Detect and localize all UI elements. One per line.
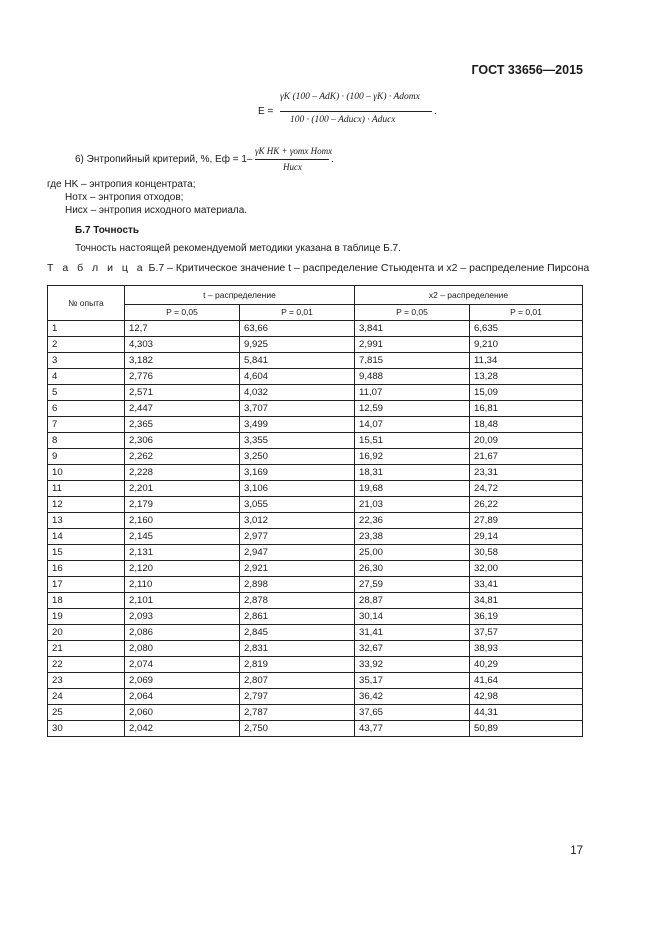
cell-t-p001: 2,819: [240, 657, 355, 673]
definition-waste: Hотх – энтропия отходов;: [65, 192, 184, 203]
cell-experiment: 18: [48, 593, 125, 609]
page-number: 17: [570, 845, 583, 857]
cell-experiment: 16: [48, 561, 125, 577]
table-row: [48, 321, 583, 337]
formula-e-lhs: E =: [258, 106, 274, 117]
cell-t-p001: 63,66: [240, 321, 355, 337]
table-row: [48, 641, 583, 657]
definition-source: Hисх – энтропия исходного материала.: [65, 205, 248, 216]
cell-t-p005: 2,447: [125, 401, 240, 417]
cell-x2-p001: 21,67: [470, 449, 583, 465]
cell-x2-p005: 3,841: [355, 321, 470, 337]
table-row: [48, 465, 583, 481]
cell-x2-p001: 13,28: [470, 369, 583, 385]
cell-t-p005: 3,182: [125, 353, 240, 369]
formula-entropy-trail: .: [331, 154, 334, 165]
cell-x2-p001: 32,00: [470, 561, 583, 577]
cell-t-p001: 3,499: [240, 417, 355, 433]
cell-x2-p001: 37,57: [470, 625, 583, 641]
cell-t-p005: 2,064: [125, 689, 240, 705]
cell-x2-p001: 26,22: [470, 497, 583, 513]
cell-t-p005: 2,262: [125, 449, 240, 465]
cell-t-p001: 3,106: [240, 481, 355, 497]
cell-t-p001: 2,921: [240, 561, 355, 577]
cell-t-p001: 2,878: [240, 593, 355, 609]
cell-experiment: 30: [48, 721, 125, 737]
table-row: [48, 513, 583, 529]
cell-x2-p005: 23,38: [355, 529, 470, 545]
cell-experiment: 25: [48, 705, 125, 721]
cell-x2-p005: 36,42: [355, 689, 470, 705]
cell-t-p001: 2,831: [240, 641, 355, 657]
cell-x2-p005: 35,17: [355, 673, 470, 689]
cell-x2-p001: 33,41: [470, 577, 583, 593]
formula-entropy-denominator: Hисх: [283, 162, 302, 172]
cell-t-p005: 2,131: [125, 545, 240, 561]
cell-t-p001: 2,750: [240, 721, 355, 737]
cell-x2-p005: 37,65: [355, 705, 470, 721]
cell-x2-p005: 2,991: [355, 337, 470, 353]
table-row: [48, 385, 583, 401]
table-caption-prefix: Т а б л и ц а: [47, 262, 146, 274]
cell-x2-p005: 43,77: [355, 721, 470, 737]
cell-experiment: 22: [48, 657, 125, 673]
cell-x2-p005: 21,03: [355, 497, 470, 513]
cell-x2-p005: 30,14: [355, 609, 470, 625]
cell-t-p001: 5,841: [240, 353, 355, 369]
cell-t-p005: 2,145: [125, 529, 240, 545]
cell-t-p005: 2,179: [125, 497, 240, 513]
formula-entropy: [75, 146, 355, 176]
cell-x2-p001: 29,14: [470, 529, 583, 545]
cell-t-p001: 3,012: [240, 513, 355, 529]
cell-x2-p001: 6,635: [470, 321, 583, 337]
table-row: [48, 353, 583, 369]
cell-t-p005: 2,069: [125, 673, 240, 689]
cell-t-p005: 12,7: [125, 321, 240, 337]
cell-t-p005: 2,060: [125, 705, 240, 721]
formula-e-fraction-line: [280, 111, 432, 112]
cell-x2-p001: 20,09: [470, 433, 583, 449]
cell-t-p005: 2,074: [125, 657, 240, 673]
cell-x2-p005: 25,00: [355, 545, 470, 561]
table-row: [48, 673, 583, 689]
cell-x2-p001: 24,72: [470, 481, 583, 497]
table-row: [48, 449, 583, 465]
cell-t-p005: 2,228: [125, 465, 240, 481]
cell-x2-p005: 31,41: [355, 625, 470, 641]
cell-x2-p005: 11,07: [355, 385, 470, 401]
table-body: [48, 321, 583, 737]
table-subheader-row: [48, 305, 583, 321]
table-row: [48, 577, 583, 593]
cell-x2-p005: 14,07: [355, 417, 470, 433]
cell-t-p005: 2,110: [125, 577, 240, 593]
formula-e-denominator: 100 · (100 – Adисх) · Adисх: [290, 115, 396, 125]
table-caption: [47, 262, 589, 274]
cell-x2-p001: 27,89: [470, 513, 583, 529]
cell-t-p005: 2,365: [125, 417, 240, 433]
cell-t-p001: 3,250: [240, 449, 355, 465]
table-row: [48, 369, 583, 385]
cell-t-p005: 2,120: [125, 561, 240, 577]
formula-e: [258, 92, 438, 134]
cell-x2-p005: 27,59: [355, 577, 470, 593]
cell-t-p005: 2,571: [125, 385, 240, 401]
formula-entropy-numerator: γK HK + γотх Hотх: [255, 146, 333, 156]
cell-experiment: 12: [48, 497, 125, 513]
formula-e-numerator: γK (100 – AdK) · (100 – γK) · Adотх: [280, 92, 420, 102]
cell-x2-p001: 9,210: [470, 337, 583, 353]
formula-entropy-label: 6) Энтропийный критерий, %, Eф = 1–: [75, 154, 253, 165]
cell-x2-p005: 16,92: [355, 449, 470, 465]
table-row: [48, 433, 583, 449]
cell-x2-p005: 26,30: [355, 561, 470, 577]
cell-t-p001: 3,355: [240, 433, 355, 449]
cell-t-p001: 9,925: [240, 337, 355, 353]
cell-t-p001: 2,807: [240, 673, 355, 689]
cell-x2-p005: 12,59: [355, 401, 470, 417]
cell-x2-p001: 34,81: [470, 593, 583, 609]
cell-experiment: 3: [48, 353, 125, 369]
cell-x2-p005: 7,815: [355, 353, 470, 369]
cell-x2-p005: 18,31: [355, 465, 470, 481]
cell-experiment: 24: [48, 689, 125, 705]
section-text: Точность настоящей рекомендуемой методики указана в таблице Б.7.: [75, 243, 401, 254]
cell-experiment: 19: [48, 609, 125, 625]
cell-t-p001: 3,055: [240, 497, 355, 513]
cell-t-p005: 2,306: [125, 433, 240, 449]
formula-entropy-fraction-line: [255, 159, 329, 160]
table-caption-text: Б.7 – Критическое значение t – распределение Стьюдента и x2 – распределение Пирсона: [148, 262, 590, 274]
cell-x2-p001: 18,48: [470, 417, 583, 433]
cell-experiment: 8: [48, 433, 125, 449]
cell-t-p005: 4,303: [125, 337, 240, 353]
cell-x2-p001: 40,29: [470, 657, 583, 673]
formula-e-trail: .: [434, 106, 437, 117]
table-row: [48, 561, 583, 577]
header-x2-distribution: x2 – распределение: [355, 286, 583, 305]
cell-x2-p001: 42,98: [470, 689, 583, 705]
cell-x2-p001: 15,09: [470, 385, 583, 401]
cell-x2-p005: 15,51: [355, 433, 470, 449]
table-row: [48, 545, 583, 561]
cell-t-p005: 2,093: [125, 609, 240, 625]
subheader-t-p001: P = 0,01: [240, 305, 355, 321]
table-row: [48, 609, 583, 625]
cell-t-p001: 2,947: [240, 545, 355, 561]
critical-values-table: [47, 285, 583, 737]
table-row: [48, 497, 583, 513]
subheader-t-p005: P = 0,05: [125, 305, 240, 321]
cell-x2-p001: 30,58: [470, 545, 583, 561]
cell-x2-p001: 16,81: [470, 401, 583, 417]
cell-experiment: 15: [48, 545, 125, 561]
cell-t-p005: 2,201: [125, 481, 240, 497]
cell-x2-p005: 32,67: [355, 641, 470, 657]
section-title: Б.7 Точность: [75, 225, 140, 236]
definition-concentrate: где HK – энтропия концентрата;: [47, 179, 196, 190]
cell-x2-p001: 36,19: [470, 609, 583, 625]
table-row: [48, 401, 583, 417]
cell-experiment: 4: [48, 369, 125, 385]
table-header-row: [48, 286, 583, 305]
cell-t-p005: 2,776: [125, 369, 240, 385]
cell-x2-p001: 44,31: [470, 705, 583, 721]
cell-t-p001: 3,707: [240, 401, 355, 417]
cell-experiment: 21: [48, 641, 125, 657]
cell-experiment: 9: [48, 449, 125, 465]
cell-t-p001: 2,797: [240, 689, 355, 705]
table-row: [48, 657, 583, 673]
cell-experiment: 7: [48, 417, 125, 433]
cell-t-p001: 4,032: [240, 385, 355, 401]
cell-t-p001: 2,977: [240, 529, 355, 545]
cell-experiment: 1: [48, 321, 125, 337]
cell-t-p001: 2,861: [240, 609, 355, 625]
document-number: ГОСТ 33656—2015: [471, 63, 583, 77]
cell-x2-p001: 41,64: [470, 673, 583, 689]
table-row: [48, 593, 583, 609]
cell-experiment: 5: [48, 385, 125, 401]
table-row: [48, 625, 583, 641]
table-row: [48, 529, 583, 545]
cell-x2-p001: 38,93: [470, 641, 583, 657]
cell-x2-p001: 11,34: [470, 353, 583, 369]
cell-x2-p005: 9,488: [355, 369, 470, 385]
table-row: [48, 481, 583, 497]
cell-t-p001: 2,787: [240, 705, 355, 721]
table-row: [48, 689, 583, 705]
subheader-x2-p005: P = 0,05: [355, 305, 470, 321]
cell-t-p005: 2,160: [125, 513, 240, 529]
table-row: [48, 337, 583, 353]
cell-x2-p005: 19,68: [355, 481, 470, 497]
cell-experiment: 14: [48, 529, 125, 545]
cell-x2-p005: 28,87: [355, 593, 470, 609]
cell-t-p001: 3,169: [240, 465, 355, 481]
cell-x2-p001: 23,31: [470, 465, 583, 481]
cell-experiment: 17: [48, 577, 125, 593]
cell-experiment: 10: [48, 465, 125, 481]
table-row: [48, 705, 583, 721]
table-row: [48, 721, 583, 737]
cell-x2-p005: 22,36: [355, 513, 470, 529]
cell-x2-p005: 33,92: [355, 657, 470, 673]
cell-t-p001: 2,898: [240, 577, 355, 593]
header-t-distribution: t – распределение: [125, 286, 355, 305]
header-experiment: № опыта: [48, 286, 125, 321]
table-row: [48, 417, 583, 433]
cell-experiment: 2: [48, 337, 125, 353]
cell-t-p001: 2,845: [240, 625, 355, 641]
cell-x2-p001: 50,89: [470, 721, 583, 737]
cell-t-p005: 2,042: [125, 721, 240, 737]
cell-t-p005: 2,086: [125, 625, 240, 641]
definitions-list: [47, 178, 247, 217]
cell-t-p005: 2,080: [125, 641, 240, 657]
cell-t-p005: 2,101: [125, 593, 240, 609]
cell-experiment: 11: [48, 481, 125, 497]
cell-experiment: 23: [48, 673, 125, 689]
cell-t-p001: 4,604: [240, 369, 355, 385]
cell-experiment: 20: [48, 625, 125, 641]
subheader-x2-p001: P = 0,01: [470, 305, 583, 321]
cell-experiment: 6: [48, 401, 125, 417]
cell-experiment: 13: [48, 513, 125, 529]
